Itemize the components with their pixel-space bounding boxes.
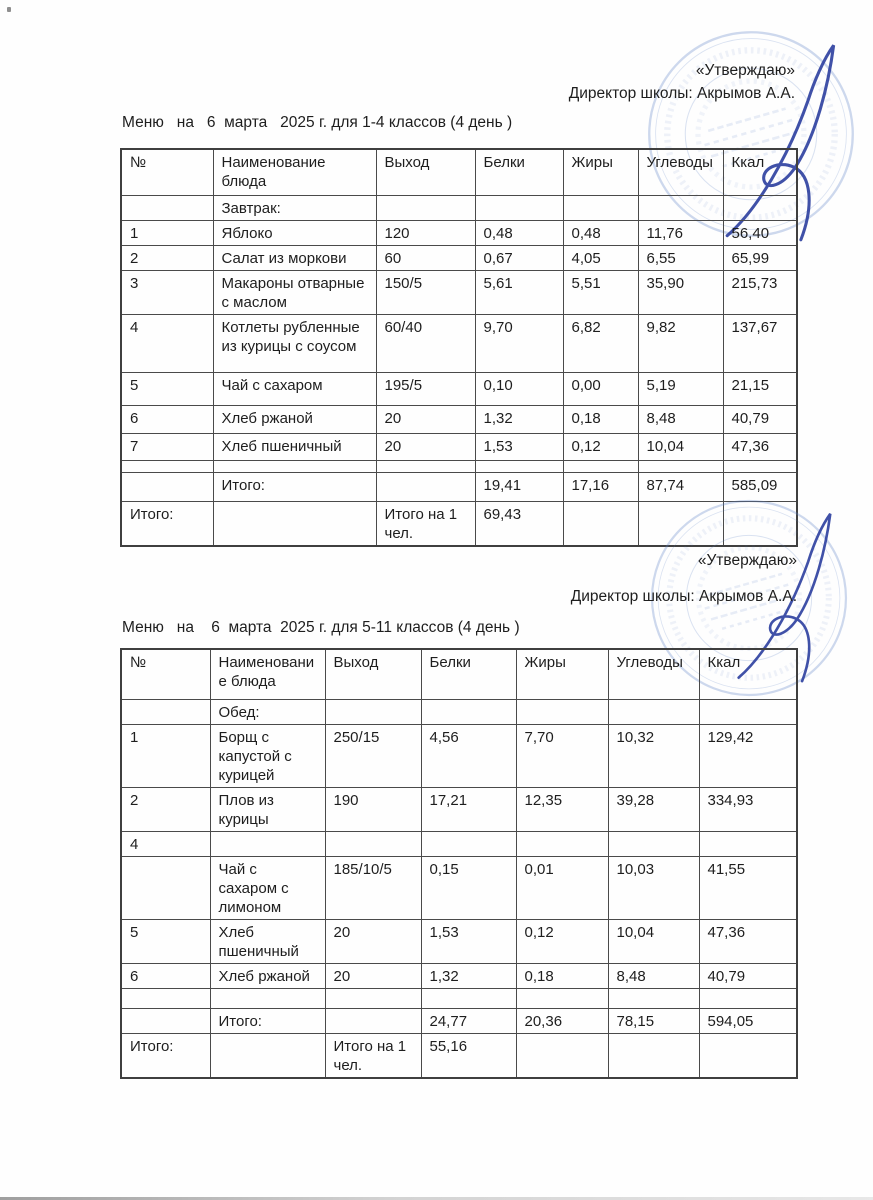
approval-block-2 (571, 550, 797, 607)
table-cell: 4,56 (421, 724, 516, 787)
menu-table-1 (120, 148, 798, 547)
table-cell: 11,76 (638, 220, 723, 245)
col-header: Наименование блюда (210, 649, 325, 699)
table-cell (475, 460, 563, 472)
table-cell: 9,82 (638, 314, 723, 372)
table-cell: 10,32 (608, 724, 699, 787)
table-row (121, 831, 797, 856)
col-header: Жиры (516, 649, 608, 699)
table-cell (325, 988, 421, 1008)
table-cell: 21,15 (723, 372, 797, 405)
table-cell (376, 195, 475, 220)
table-cell: 5 (121, 919, 210, 963)
col-header: Ккал (699, 649, 797, 699)
table-row (121, 963, 797, 988)
table-cell: 24,77 (421, 1008, 516, 1033)
table-cell: 41,55 (699, 856, 797, 919)
table-cell: 1 (121, 220, 213, 245)
table-cell (638, 460, 723, 472)
table-cell (121, 988, 210, 1008)
table-cell (516, 699, 608, 724)
table-cell: 215,73 (723, 270, 797, 314)
table-row (121, 270, 797, 314)
col-header: № (121, 149, 213, 195)
table-row (121, 787, 797, 831)
table-row (121, 245, 797, 270)
table-row (121, 724, 797, 787)
table-cell: 5 (121, 372, 213, 405)
table-cell (325, 699, 421, 724)
table-cell: 2 (121, 245, 213, 270)
table-cell (516, 988, 608, 1008)
table-cell (121, 856, 210, 919)
table-cell: 0,18 (563, 405, 638, 433)
col-header: Ккал (723, 149, 797, 195)
table-cell: 7 (121, 433, 213, 460)
table-cell (421, 988, 516, 1008)
per-person-label: Итого на 1 чел. (325, 1033, 421, 1078)
table-cell: 0,18 (516, 963, 608, 988)
meal-label: Обед: (210, 699, 325, 724)
table-cell (699, 988, 797, 1008)
table-cell: 0,12 (563, 433, 638, 460)
table-cell (475, 195, 563, 220)
table-cell: 6 (121, 405, 213, 433)
table-cell: 1,53 (475, 433, 563, 460)
director-line: Директор школы: Акрымов А.А. (570, 588, 797, 605)
table-cell: 56,40 (723, 220, 797, 245)
totals-label: Итого: (210, 1008, 325, 1033)
totals-label: Итого: (121, 1033, 210, 1078)
table-cell: 2 (121, 787, 210, 831)
table-cell (121, 699, 210, 724)
approval-block-1 (569, 60, 795, 104)
table-cell (608, 831, 699, 856)
dish-name: Чай с сахаром с лимоном (210, 856, 325, 919)
table-cell: 40,79 (699, 963, 797, 988)
meal-label: Завтрак: (213, 195, 376, 220)
table-cell (210, 988, 325, 1008)
table-cell: 5,51 (563, 270, 638, 314)
table-cell: 8,48 (638, 405, 723, 433)
table-cell (325, 831, 421, 856)
table-cell: 17,16 (563, 472, 638, 501)
dish-name: Котлеты рубленные из курицы с соусом (213, 314, 376, 372)
table-cell (516, 1033, 608, 1078)
table-cell: 8,48 (608, 963, 699, 988)
table-cell: 65,99 (723, 245, 797, 270)
table-cell: 20 (325, 919, 421, 963)
table-cell (376, 472, 475, 501)
totals-label: Итого: (121, 501, 213, 546)
table-cell: 4 (121, 314, 213, 372)
table-cell: 0,12 (516, 919, 608, 963)
col-header: Выход (325, 649, 421, 699)
table-cell: 4 (121, 831, 210, 856)
table-cell: 0,01 (516, 856, 608, 919)
col-header: Наименование блюда (213, 149, 376, 195)
table-cell (121, 472, 213, 501)
table-cell: 129,42 (699, 724, 797, 787)
col-header: Углеводы (608, 649, 699, 699)
menu-table-2 (120, 648, 798, 1079)
table-cell (723, 195, 797, 220)
director-line: Директор школы: Акрымов А.А. (568, 85, 795, 102)
dish-name: Плов из курицы (210, 787, 325, 831)
table-cell: 47,36 (699, 919, 797, 963)
table-cell (638, 195, 723, 220)
table-cell: 250/15 (325, 724, 421, 787)
table-cell: 87,74 (638, 472, 723, 501)
table-row (121, 372, 797, 405)
approval-label: «Утверждаю» (697, 552, 797, 569)
table-cell: 0,15 (421, 856, 516, 919)
table-cell: 585,09 (723, 472, 797, 501)
dish-name: Хлеб ржаной (213, 405, 376, 433)
per-person-row (121, 501, 797, 546)
table-cell: 20 (376, 433, 475, 460)
table-row (121, 919, 797, 963)
table-cell: 35,90 (638, 270, 723, 314)
table-cell (213, 460, 376, 472)
col-header: Белки (421, 649, 516, 699)
table-cell: 47,36 (723, 433, 797, 460)
table-cell: 4,05 (563, 245, 638, 270)
table-cell (210, 831, 325, 856)
table-row (121, 220, 797, 245)
table-cell: 1,32 (421, 963, 516, 988)
table-cell (723, 460, 797, 472)
table-cell: 10,03 (608, 856, 699, 919)
table-cell: 17,21 (421, 787, 516, 831)
table-cell: 55,16 (421, 1033, 516, 1078)
table-cell: 39,28 (608, 787, 699, 831)
table-cell (421, 831, 516, 856)
table-cell (210, 1033, 325, 1078)
table-cell: 185/10/5 (325, 856, 421, 919)
approval-label: «Утверждаю» (695, 62, 795, 79)
col-header: Жиры (563, 149, 638, 195)
table-cell (699, 699, 797, 724)
col-header: Выход (376, 149, 475, 195)
table-cell: 7,70 (516, 724, 608, 787)
table-row (121, 433, 797, 460)
table-cell: 10,04 (638, 433, 723, 460)
table-cell: 0,48 (563, 220, 638, 245)
table-cell (608, 699, 699, 724)
table-cell: 0,10 (475, 372, 563, 405)
table-cell (608, 1033, 699, 1078)
table-row (121, 314, 797, 372)
table-cell (121, 195, 213, 220)
table-cell (421, 699, 516, 724)
totals-row (121, 472, 797, 501)
table-cell: 120 (376, 220, 475, 245)
table-cell (699, 1033, 797, 1078)
table-cell: 1,32 (475, 405, 563, 433)
table-cell (121, 460, 213, 472)
table-header-row (121, 649, 797, 699)
totals-row (121, 1008, 797, 1033)
table-row (121, 856, 797, 919)
table-cell (563, 501, 638, 546)
table-cell (325, 1008, 421, 1033)
col-header: Белки (475, 149, 563, 195)
table-cell: 20,36 (516, 1008, 608, 1033)
table-row (121, 699, 797, 724)
table-cell: 6,82 (563, 314, 638, 372)
table-cell: 6,55 (638, 245, 723, 270)
col-header: Углеводы (638, 149, 723, 195)
dish-name: Хлеб пшеничный (213, 433, 376, 460)
dish-name: Макароны отварные с маслом (213, 270, 376, 314)
table-cell: 0,48 (475, 220, 563, 245)
table-cell: 60/40 (376, 314, 475, 372)
table-row (121, 405, 797, 433)
table-cell: 12,35 (516, 787, 608, 831)
table-cell: 60 (376, 245, 475, 270)
table-cell: 19,41 (475, 472, 563, 501)
table-cell (699, 831, 797, 856)
table-cell (376, 460, 475, 472)
table-cell: 334,93 (699, 787, 797, 831)
dish-name: Салат из моркови (213, 245, 376, 270)
table-cell (638, 501, 723, 546)
table-row (121, 195, 797, 220)
totals-label: Итого: (213, 472, 376, 501)
dish-name: Яблоко (213, 220, 376, 245)
per-person-label: Итого на 1 чел. (376, 501, 475, 546)
table-cell: 137,67 (723, 314, 797, 372)
table-cell: 150/5 (376, 270, 475, 314)
table-row (121, 460, 797, 472)
table-cell: 190 (325, 787, 421, 831)
table-cell (516, 831, 608, 856)
table-cell (213, 501, 376, 546)
table-cell: 20 (325, 963, 421, 988)
table-cell: 0,00 (563, 372, 638, 405)
scan-dot-artifact (7, 7, 11, 12)
table-cell (563, 460, 638, 472)
table-cell: 40,79 (723, 405, 797, 433)
table-cell (608, 988, 699, 1008)
table-row (121, 988, 797, 1008)
table-cell: 0,67 (475, 245, 563, 270)
table-cell: 1 (121, 724, 210, 787)
per-person-row (121, 1033, 797, 1078)
table-cell: 69,43 (475, 501, 563, 546)
table-cell: 5,61 (475, 270, 563, 314)
table-cell: 1,53 (421, 919, 516, 963)
table-cell: 78,15 (608, 1008, 699, 1033)
dish-name: Хлеб ржаной (210, 963, 325, 988)
table-header-row (121, 149, 797, 195)
table-cell: 9,70 (475, 314, 563, 372)
menu-title-2: Меню на 6 марта 2025 г. для 5-11 классов (4 день ) (122, 619, 520, 636)
table-cell (723, 501, 797, 546)
dish-name: Хлеб пшеничный (210, 919, 325, 963)
table-cell (121, 1008, 210, 1033)
table-cell: 10,04 (608, 919, 699, 963)
menu-title-1: Меню на 6 марта 2025 г. для 1-4 классов (4 день ) (122, 114, 513, 131)
dish-name: Борщ с капустой с курицей (210, 724, 325, 787)
table-cell: 20 (376, 405, 475, 433)
table-cell: 5,19 (638, 372, 723, 405)
table-cell (563, 195, 638, 220)
table-cell: 195/5 (376, 372, 475, 405)
dish-name: Чай с сахаром (213, 372, 376, 405)
table-cell: 3 (121, 270, 213, 314)
table-cell: 6 (121, 963, 210, 988)
table-cell: 594,05 (699, 1008, 797, 1033)
col-header: № (121, 649, 210, 699)
